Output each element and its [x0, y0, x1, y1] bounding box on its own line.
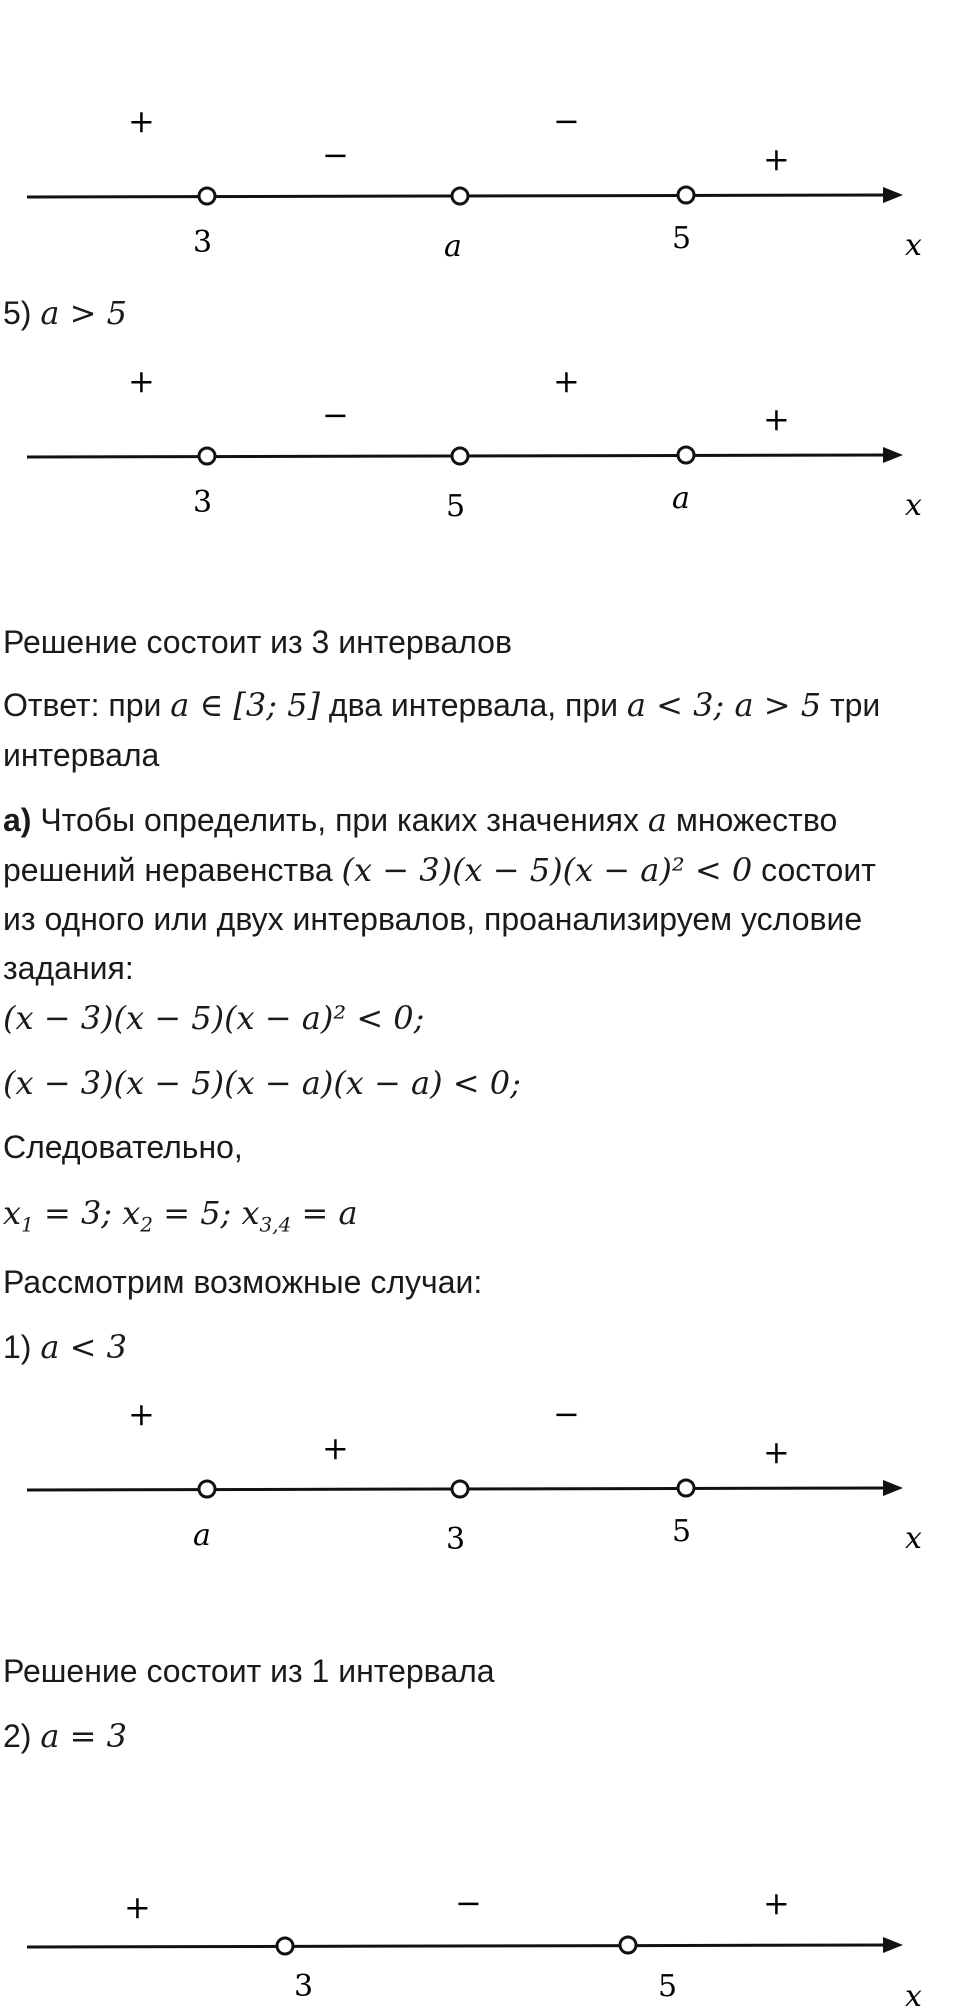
case-1-heading: 1) a < 3 [3, 1328, 127, 1366]
number-line-case-1 [0, 1383, 960, 1573]
point-label: 5 [672, 221, 692, 256]
sign-label: + [128, 362, 155, 400]
sign-label: + [322, 1429, 349, 1467]
answer-line-2: интервала [3, 737, 160, 773]
axis-arrow [883, 1480, 903, 1496]
point-label: 5 [446, 489, 466, 524]
sign-label: + [128, 102, 155, 140]
axis-arrow [883, 1937, 903, 1953]
axis-label: x [905, 1979, 922, 2014]
open-point [678, 1480, 694, 1496]
part-a-line-3: из одного или двух интервалов, проанализируем условие [3, 901, 863, 937]
point-label: a [444, 229, 462, 264]
sign-label: − [322, 136, 349, 174]
open-point [199, 448, 215, 464]
consider-cases: Рассмотрим возможные случаи: [3, 1264, 483, 1300]
number-line-case-2 [0, 1840, 960, 2015]
case-5-heading: 5) a > 5 [3, 294, 127, 332]
solution-1-interval: Решение состоит из 1 интервала [3, 1653, 495, 1689]
case-2-heading: 2) a = 3 [3, 1717, 127, 1755]
sign-label: + [763, 400, 790, 438]
part-a-line-2: решений неравенства (x − 3)(x − 5)(x − a)² < 0 состоит [3, 851, 876, 889]
sign-label: + [553, 362, 580, 400]
open-point [452, 188, 468, 204]
axis-line [27, 1945, 893, 1947]
open-point [678, 187, 694, 203]
open-point [199, 188, 215, 204]
point-label: 5 [672, 1514, 692, 1549]
point-label: 5 [658, 1969, 678, 2004]
sign-label: + [763, 1884, 790, 1922]
sign-label: − [455, 1884, 482, 1922]
axis-label: x [905, 228, 922, 263]
axis-label: x [905, 488, 922, 523]
point-label: 3 [446, 1522, 466, 1557]
axis-arrow [883, 447, 903, 463]
solution-3-intervals: Решение состоит из 3 интервалов [3, 624, 512, 660]
open-point [678, 447, 694, 463]
answer-line: Ответ: при a ∈ [3; 5] два интервала, при a < 3; a > 5 три [3, 686, 881, 724]
roots-line: $x_1 = 3$; $x_2 = 5$; $x_{3,4} = a$ [3, 1194, 358, 1237]
sign-label: − [553, 102, 580, 140]
part-a-line-4: задания: [3, 950, 134, 986]
open-point [199, 1481, 215, 1497]
point-label: a [193, 1518, 211, 1553]
point-label: 3 [193, 225, 213, 260]
point-label: 3 [193, 485, 213, 520]
therefore-text: Следовательно, [3, 1129, 243, 1165]
open-point [620, 1937, 636, 1953]
open-point [452, 448, 468, 464]
axis-arrow [883, 187, 903, 203]
sign-label: + [763, 1433, 790, 1471]
sign-label: + [124, 1888, 151, 1926]
sign-label: + [763, 140, 790, 178]
open-point [452, 1481, 468, 1497]
point-label: a [672, 481, 690, 516]
sign-label: − [322, 396, 349, 434]
number-line-case-5 [0, 350, 960, 540]
axis-label: x [905, 1521, 922, 1556]
part-a-line-1: а) Чтобы определить, при каких значениях a множество [3, 801, 838, 839]
open-point [277, 1938, 293, 1954]
equation-1: (x − 3)(x − 5)(x − a)² < 0; [3, 999, 425, 1037]
equation-2: (x − 3)(x − 5)(x − a)(x − a) < 0; [3, 1064, 521, 1102]
sign-label: + [128, 1395, 155, 1433]
sign-label: − [553, 1395, 580, 1433]
number-line-case-4 [0, 90, 960, 280]
point-label: 3 [294, 1969, 314, 2004]
